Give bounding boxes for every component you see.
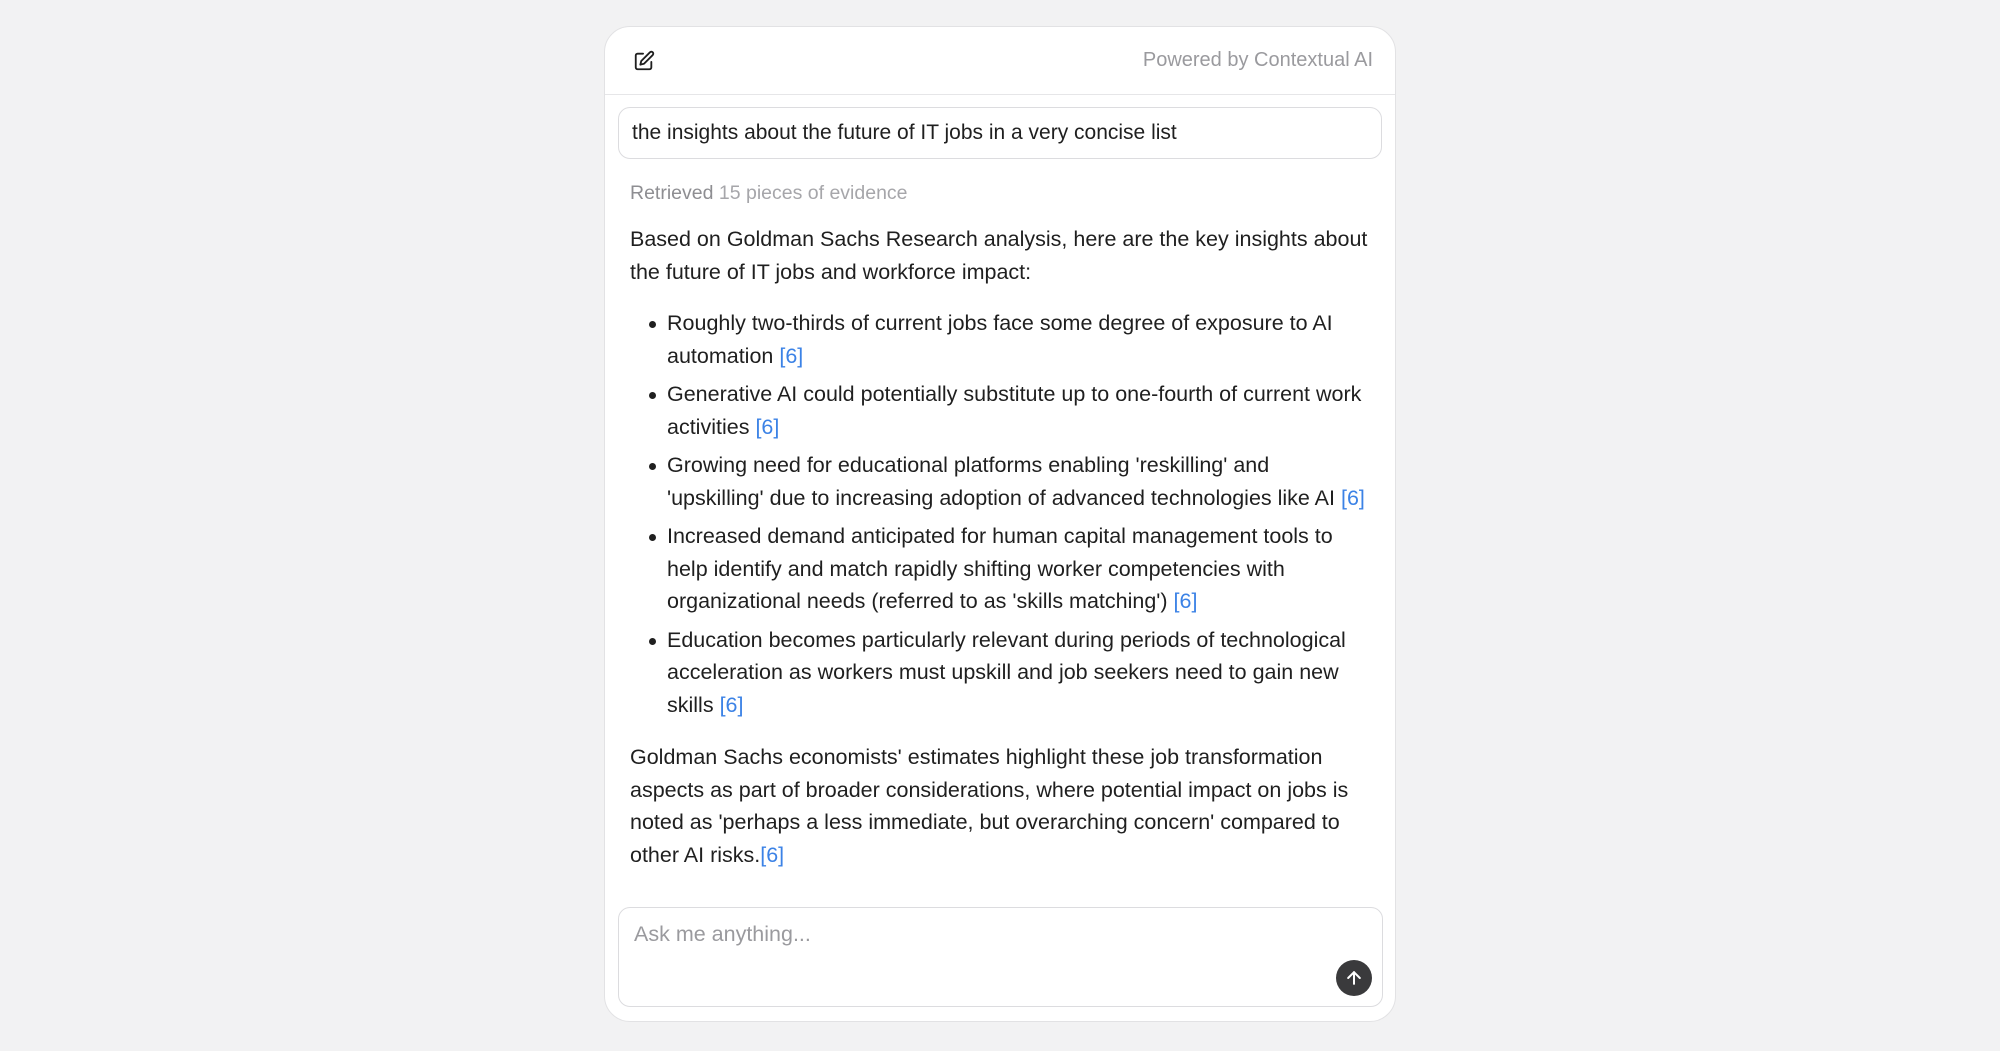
answer-outro xyxy=(630,741,1371,871)
answer-list xyxy=(630,307,1371,721)
list-item xyxy=(667,624,1371,722)
retrieval-lead: Retrieved xyxy=(630,182,714,204)
arrow-up-icon xyxy=(1344,968,1364,988)
edit-icon xyxy=(633,50,655,72)
answer-body xyxy=(630,223,1371,871)
answer-outro-text: Goldman Sachs economists' estimates highlight these job transformation aspects as part of broader considerations, where potential impact on jobs is noted as 'perhaps a less immediate, but overarching concern' compared to other AI risks. xyxy=(630,745,1349,867)
list-item xyxy=(667,520,1371,618)
list-item-text: Roughly two-thirds of current jobs face some degree of exposure to AI automation xyxy=(667,311,1333,368)
message-input[interactable] xyxy=(632,920,1336,964)
list-item xyxy=(667,307,1371,372)
user-query-text: the insights about the future of IT jobs in a very concise list xyxy=(632,121,1177,144)
list-item-text: Growing need for educational platforms enabling 'reskilling' and 'upskilling' due to increasing adoption of advanced technologies like AI xyxy=(667,453,1335,510)
citation-link[interactable]: [6] xyxy=(1173,589,1198,613)
response-content xyxy=(605,181,1395,871)
user-query xyxy=(618,107,1382,159)
chat-header xyxy=(605,27,1395,95)
list-item-text: Education becomes particularly relevant during periods of technological acceleration as workers must upskill and job seekers need to gain new skills xyxy=(667,627,1346,717)
list-item-text: Generative AI could potentially substitute up to one-fourth of current work activities xyxy=(667,382,1362,439)
list-item-text: Increased demand anticipated for human capital management tools to help identify and match rapidly shifting worker competencies with organizational needs (referred to as 'skills matching') xyxy=(667,524,1333,613)
answer-intro: Based on Goldman Sachs Research analysis, here are the key insights about the future of IT jobs and workforce impact: xyxy=(630,227,1368,284)
citation-link[interactable]: [6] xyxy=(1340,485,1365,510)
list-item xyxy=(667,378,1371,443)
retrieval-status[interactable] xyxy=(630,181,1371,205)
chat-panel xyxy=(604,26,1396,1022)
message-composer xyxy=(618,907,1383,1007)
citation-link[interactable]: [6] xyxy=(760,842,785,867)
list-item xyxy=(667,449,1371,514)
send-button[interactable] xyxy=(1336,960,1372,996)
powered-by-label: Powered by Contextual AI xyxy=(1142,49,1373,71)
citation-link[interactable]: [6] xyxy=(755,414,780,439)
citation-link[interactable]: [6] xyxy=(719,692,744,717)
citation-link[interactable]: [6] xyxy=(779,343,804,368)
new-chat-button[interactable] xyxy=(629,46,659,76)
retrieval-count: 15 pieces of evidence xyxy=(718,182,908,204)
